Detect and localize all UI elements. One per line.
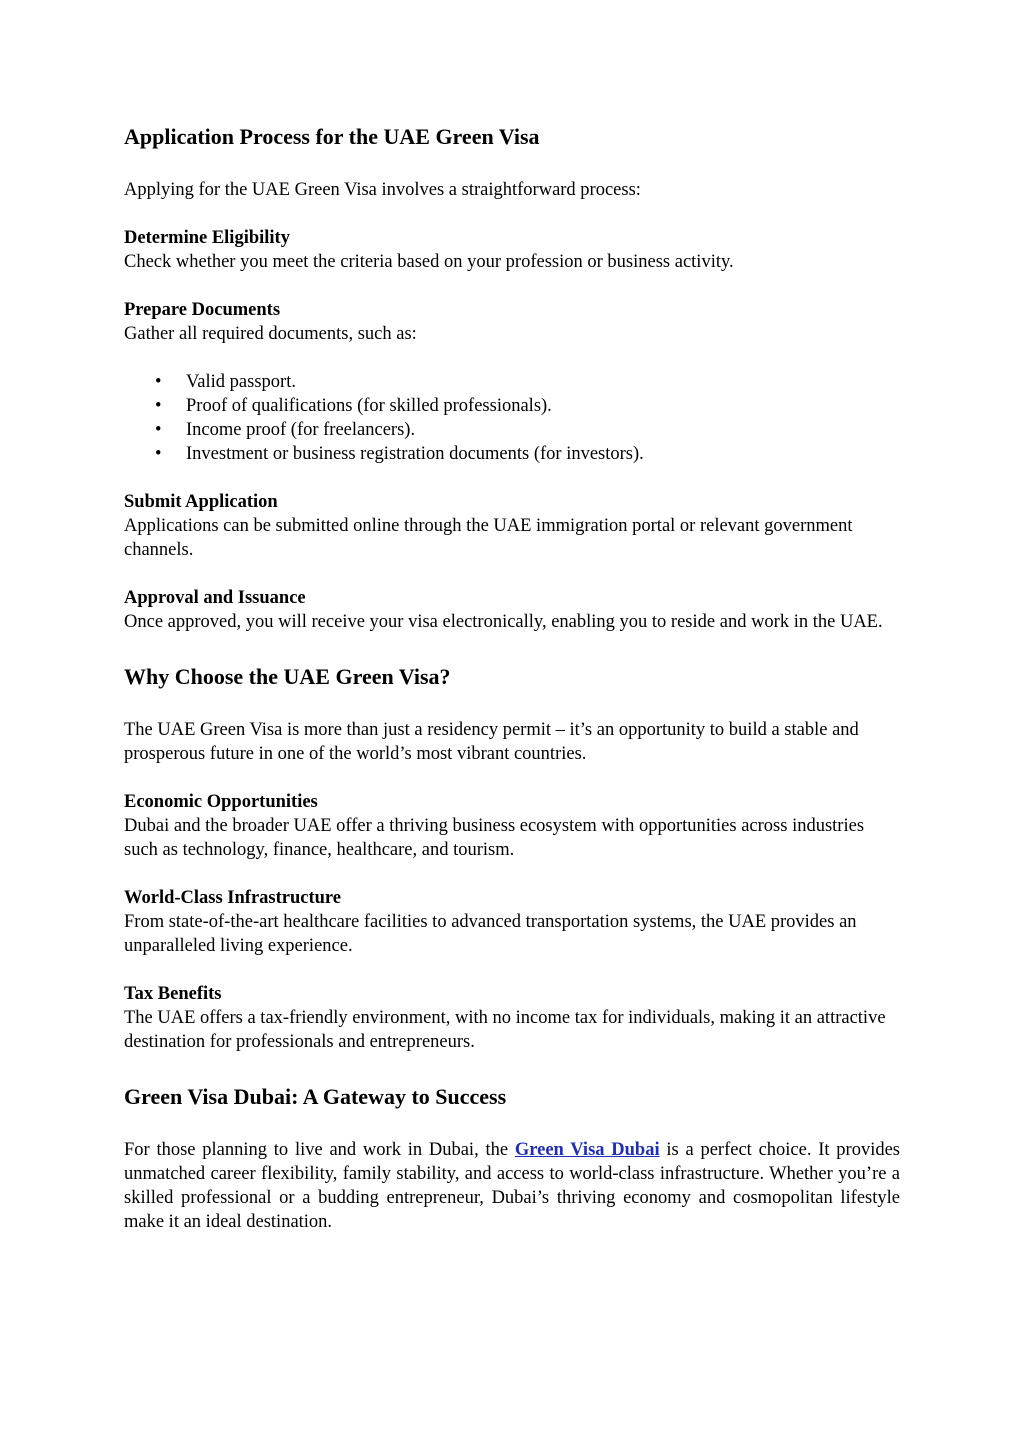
step-text: Once approved, you will receive your visa electronically, enabling you to reside and work in the UAE.	[124, 612, 883, 632]
section-heading-why: Why Choose the UAE Green Visa?	[124, 664, 451, 689]
item-text: From state-of-the-art healthcare facilities to advanced transportation systems, the UAE provides an unparalleled living experience.	[124, 912, 857, 956]
step-title: Prepare Documents	[124, 300, 281, 320]
step-title: Approval and Issuance	[124, 588, 306, 608]
step-prepare-documents	[124, 298, 900, 346]
item-title: World-Class Infrastructure	[124, 888, 342, 908]
gateway-text-before: For those planning to live and work in Dubai, the	[124, 1140, 515, 1160]
list-item: • Valid passport.	[124, 370, 900, 394]
step-title: Submit Application	[124, 492, 278, 512]
step-text: Check whether you meet the criteria based on your profession or business activity.	[124, 252, 734, 272]
step-approval-issuance	[124, 586, 900, 634]
document-page	[124, 120, 900, 1234]
list-item: • Proof of qualifications (for skilled professionals).	[124, 394, 900, 418]
list-item: • Investment or business registration documents (for investors).	[124, 442, 900, 466]
step-determine-eligibility	[124, 226, 900, 274]
why-item-infrastructure	[124, 886, 900, 958]
section-heading-application: Application Process for the UAE Green Visa	[124, 124, 540, 149]
gateway-text-after: is a perfect choice. It provides unmatched career flexibility, family stability, and access to world-class infrastructure. Whether you’re a skilled professional or a budding entrepreneur, Dubai’s thriving economy and cosmopolitan lifestyle make it an ideal destination.	[124, 1140, 901, 1232]
why-item-economic	[124, 790, 900, 862]
item-text: Dubai and the broader UAE offer a thriving business ecosystem with opportunities across industries such as technology, finance, healthcare, and tourism.	[124, 816, 865, 860]
item-title: Economic Opportunities	[124, 792, 318, 812]
step-text: Gather all required documents, such as:	[124, 324, 417, 344]
item-title: Tax Benefits	[124, 984, 222, 1004]
gateway-paragraph	[124, 1138, 900, 1234]
application-intro: Applying for the UAE Green Visa involves a straightforward process:	[124, 180, 641, 200]
list-item: • Income proof (for freelancers).	[124, 418, 900, 442]
step-title: Determine Eligibility	[124, 228, 290, 248]
step-submit-application	[124, 490, 900, 562]
section-heading-gateway: Green Visa Dubai: A Gateway to Success	[124, 1084, 507, 1109]
why-item-tax	[124, 982, 900, 1054]
step-text: Applications can be submitted online through the UAE immigration portal or relevant government channels.	[124, 516, 853, 560]
documents-list	[124, 370, 900, 466]
item-text: The UAE offers a tax-friendly environment, with no income tax for individuals, making it an attractive destination for professionals and entrepreneurs.	[124, 1008, 886, 1052]
green-visa-dubai-link[interactable]: Green Visa Dubai	[514, 1140, 660, 1160]
why-intro: The UAE Green Visa is more than just a residency permit – it’s an opportunity to build a stable and prosperous future in one of the world’s most vibrant countries.	[124, 720, 859, 764]
